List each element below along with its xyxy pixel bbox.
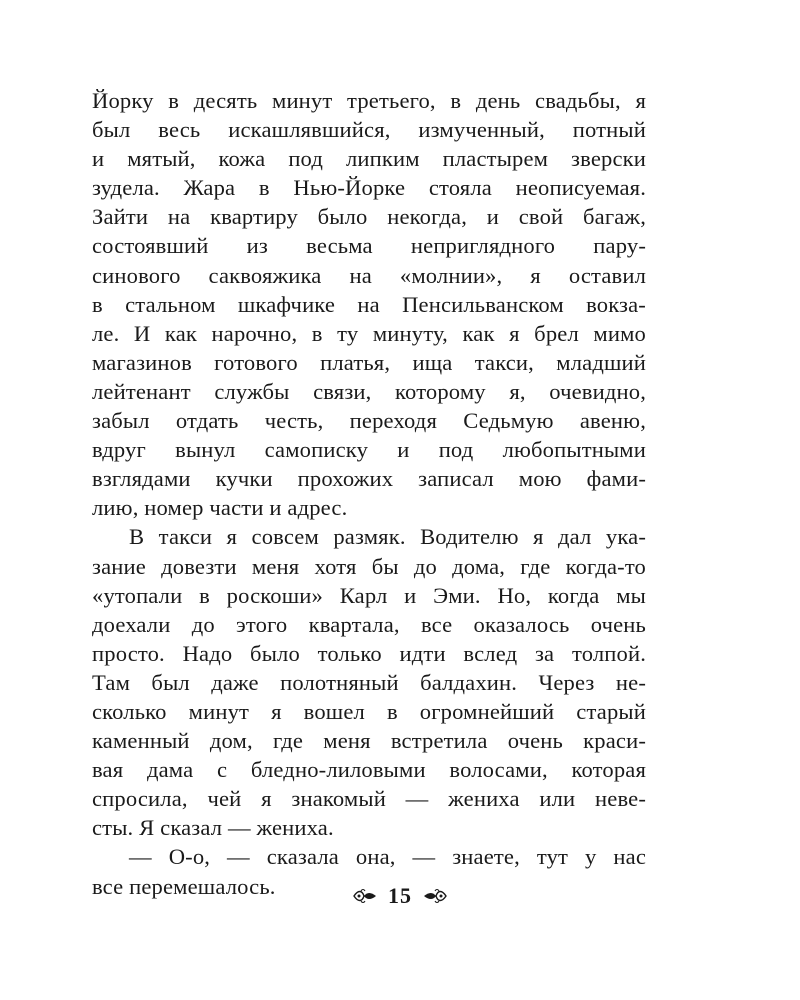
text-line: «утопали в роскоши» Карл и Эми. Но, когда мы <box>92 582 646 608</box>
text-line: ле. И как нарочно, в ту минуту, как я брел мимо <box>92 320 646 346</box>
fleuron-left-icon <box>352 888 378 904</box>
text-line: все перемешалось. <box>92 873 276 899</box>
text-line: просто. Надо было только идти вслед за толпой. <box>92 640 646 666</box>
text-line: и мятый, кожа под липким пластырем зверски <box>92 146 646 172</box>
text-line: состоявший из весьма неприглядного пару- <box>92 233 646 259</box>
text-line: сты. Я сказал — жениха. <box>92 815 334 841</box>
text-line: Йорку в десять минут третьего, в день свадьбы, я <box>92 88 646 113</box>
text-line: взглядами кучки прохожих записал мою фами- <box>92 466 646 492</box>
text-line: синового саквояжика на «молнии», я оставил <box>92 262 646 288</box>
text-line: Там был даже полотняный балдахин. Через не- <box>92 669 646 695</box>
paragraph <box>92 522 646 842</box>
text-line: зудела. Жара в Нью-Йорке стояла неописуемая. <box>92 175 646 201</box>
text-line: вая дама с бледно-лиловыми волосами, которая <box>92 757 646 783</box>
text-line: зание довезти меня хотя бы до дома, где когда-то <box>92 553 646 579</box>
book-page-text <box>92 86 646 901</box>
text-line: лейтенант службы связи, которому я, очевидно, <box>92 378 646 404</box>
text-line: каменный дом, где меня встретила очень краси- <box>92 728 646 754</box>
text-line: магазинов готового платья, ища такси, младший <box>92 349 646 375</box>
page-footer <box>0 883 800 909</box>
text-line: в стальном шкафчике на Пенсильванском вокза- <box>92 291 646 317</box>
page-number: 15 <box>388 883 412 908</box>
text-line: — О-о, — сказала она, — знаете, тут у нас <box>129 844 646 870</box>
text-line: Зайти на квартиру было некогда, и свой багаж, <box>92 204 646 230</box>
text-line: вдруг вынул самописку и под любопытными <box>92 437 646 463</box>
fleuron-right-icon <box>422 888 448 904</box>
text-line: спросила, чей я знакомый — жениха или неве- <box>92 786 646 812</box>
text-line: забыл отдать честь, переходя Седьмую авеню, <box>92 408 646 434</box>
paragraph <box>92 86 646 522</box>
text-line: был весь искашлявшийся, измученный, потный <box>92 117 646 143</box>
text-line: В такси я совсем размяк. Водителю я дал ука- <box>129 524 646 550</box>
text-line: доехали до этого квартала, все оказалось очень <box>92 611 646 637</box>
text-line: сколько минут я вошел в огромнейший старый <box>92 698 646 724</box>
text-line: лию, номер части и адрес. <box>92 495 348 521</box>
